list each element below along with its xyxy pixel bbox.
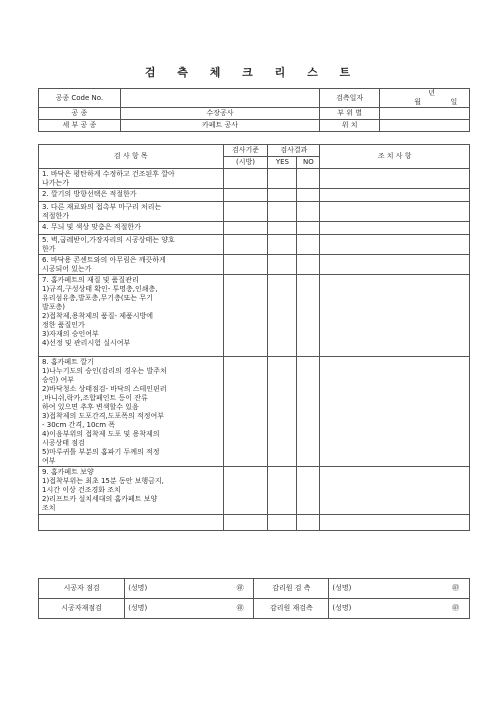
seal-icon: ㊞	[442, 599, 469, 619]
action-cell[interactable]	[320, 169, 470, 189]
yes-cell[interactable]	[268, 275, 297, 357]
action-cell[interactable]	[320, 275, 470, 357]
col-result-header: 검사결과	[268, 145, 320, 157]
check-item: 8. 홈카페트 깔기 1)나누기도의 승인(감리의 경우는 발주처 승인) 여부 2)바닥청소 상태점검- 바닥의 스테인핀러 ,바니쉬,락카,조합페인트 등이 잔류 하여 있으면 추후 변색할수 있음 3)접착제의 도포간격,도포폭의 적정여부 - 30cm 간격, 10cm 폭 4)이음부위의 접착제 도포 및 용착제의 시공상태 점검 5)마루귀틀 부분의 홈파기 두께의 적정 여부	[39, 357, 224, 467]
date-field[interactable]	[380, 89, 470, 108]
table-row	[39, 222, 470, 235]
col-item-header: 검 사 항 목	[39, 145, 224, 169]
no-cell[interactable]	[297, 202, 320, 222]
work-label: 공 종	[39, 108, 121, 120]
table-row	[39, 189, 470, 202]
check-item: 9. 홈카페트 보양 1)접착부위는 최초 15분 동안 보행금지, 1시간 이상 건조경화 조치 2)리프트카 설치세대의 홈카페트 보양 조치	[39, 467, 224, 515]
action-cell[interactable]	[320, 235, 470, 255]
no-cell[interactable]	[297, 515, 320, 531]
contractor-recheck-name[interactable]: (성명)	[125, 599, 227, 619]
no-cell[interactable]	[297, 357, 320, 467]
no-cell[interactable]	[297, 467, 320, 515]
table-row	[39, 275, 470, 357]
yes-cell[interactable]	[268, 235, 297, 255]
table-row	[39, 515, 470, 531]
col-criteria-sub: (시방)	[223, 157, 268, 169]
table-row	[39, 467, 470, 515]
criteria-cell[interactable]	[223, 202, 268, 222]
check-item: 7. 홈카페트의 재질 및 품질관리 1)규격,구성상태 확인- 투명층,인쇄층, 유리섬유층,발포층,무기층(또는 무기 발포층) 2)접착제,용착제의 품질- 제품시방에 정한 품질인가 3)자재의 승인여부 4)선정 및 관리시험 실시여부	[39, 275, 224, 357]
contractor-check-label: 시공자 점검	[39, 579, 125, 599]
check-item: 5. 벽,굽레받이,가장자리의 시공상태는 양호 한가	[39, 235, 224, 255]
check-item: 4. 무늬 및 색상 맞춤은 적절한가	[39, 222, 224, 235]
position-value[interactable]	[380, 120, 470, 132]
table-row	[39, 357, 470, 467]
date-label: 검측일자	[320, 89, 380, 108]
subwork-label: 세 부 공 종	[39, 120, 121, 132]
code-label: 공종 Code No.	[39, 89, 121, 108]
check-item: 1. 바닥은 평탄하게 수정하고 건조된후 깔아 나가는가	[39, 169, 224, 189]
signature-table	[38, 578, 470, 619]
action-cell[interactable]	[320, 255, 470, 275]
check-item: 6. 바닥용 콘센트와의 아무림은 깨끗하게 시공되어 있는가	[39, 255, 224, 275]
no-cell[interactable]	[297, 169, 320, 189]
action-cell[interactable]	[320, 222, 470, 235]
supervisor-reinspection-label: 감리원 재검측	[254, 599, 329, 619]
action-cell[interactable]	[320, 357, 470, 467]
date-year: 년	[428, 89, 436, 97]
yes-cell[interactable]	[268, 202, 297, 222]
supervisor-inspection-label: 감리원 검 측	[254, 579, 329, 599]
criteria-cell[interactable]	[223, 222, 268, 235]
no-cell[interactable]	[297, 275, 320, 357]
yes-cell[interactable]	[268, 515, 297, 531]
table-row	[39, 255, 470, 275]
yes-cell[interactable]	[268, 169, 297, 189]
action-cell[interactable]	[320, 202, 470, 222]
contractor-check-name[interactable]: (성명)	[125, 579, 227, 599]
subwork-value[interactable]: 카페트 공사	[120, 120, 319, 132]
supervisor-reinspection-name[interactable]: (성명)	[329, 599, 442, 619]
date-month: 월	[414, 98, 422, 106]
no-cell[interactable]	[297, 255, 320, 275]
header-table	[38, 88, 470, 132]
no-cell[interactable]	[297, 189, 320, 202]
table-row	[39, 169, 470, 189]
action-cell[interactable]	[320, 467, 470, 515]
criteria-cell[interactable]	[223, 275, 268, 357]
criteria-cell[interactable]	[223, 467, 268, 515]
check-item: 3. 다른 재료와의 접촉부 마구리 처리는 적절한가	[39, 202, 224, 222]
yes-cell[interactable]	[268, 467, 297, 515]
work-value[interactable]: 수장공사	[120, 108, 319, 120]
seal-icon: ㊞	[442, 579, 469, 599]
action-cell[interactable]	[320, 515, 470, 531]
no-cell[interactable]	[297, 222, 320, 235]
table-row	[39, 235, 470, 255]
yes-cell[interactable]	[268, 189, 297, 202]
col-no-header: NO	[297, 157, 320, 169]
page-title: 검 측 체 크 리 스 트	[144, 66, 360, 79]
no-cell[interactable]	[297, 235, 320, 255]
location-label: 부 위 별	[320, 108, 380, 120]
criteria-cell[interactable]	[223, 189, 268, 202]
location-value[interactable]	[380, 108, 470, 120]
col-yes-header: YES	[268, 157, 297, 169]
checklist-table	[38, 144, 470, 531]
criteria-cell[interactable]	[223, 515, 268, 531]
yes-cell[interactable]	[268, 255, 297, 275]
action-cell[interactable]	[320, 189, 470, 202]
table-row	[39, 202, 470, 222]
col-criteria-header: 검사기준	[223, 145, 268, 157]
seal-icon: ㊞	[227, 579, 254, 599]
check-item	[39, 515, 224, 531]
criteria-cell[interactable]	[223, 255, 268, 275]
code-field[interactable]	[120, 89, 319, 108]
seal-icon: ㊞	[227, 599, 254, 619]
yes-cell[interactable]	[268, 222, 297, 235]
position-label: 위 치	[320, 120, 380, 132]
supervisor-inspection-name[interactable]: (성명)	[329, 579, 442, 599]
criteria-cell[interactable]	[223, 235, 268, 255]
check-item: 2. 깔기의 방향선택은 적절한가	[39, 189, 224, 202]
criteria-cell[interactable]	[223, 169, 268, 189]
criteria-cell[interactable]	[223, 357, 268, 467]
contractor-recheck-label: 시공자재점검	[39, 599, 125, 619]
date-day: 일	[450, 98, 458, 106]
col-action-header: 조 치 사 항	[320, 145, 470, 169]
yes-cell[interactable]	[268, 357, 297, 467]
